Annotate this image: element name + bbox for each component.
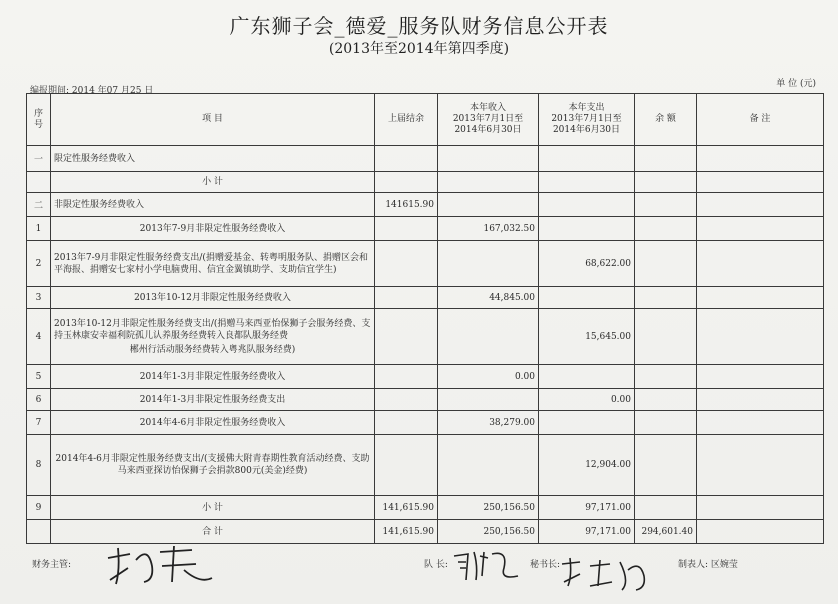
row-income: 250,156.50 xyxy=(438,496,539,520)
row-income: 44,845.00 xyxy=(438,287,539,309)
row-remark xyxy=(697,496,824,520)
row-remark xyxy=(697,309,824,365)
row-expense: 15,645.00 xyxy=(539,309,635,365)
table-row xyxy=(27,435,824,496)
captain-label: 队 长: xyxy=(424,560,448,570)
row-expense xyxy=(539,193,635,217)
row-item-text: 2013年7-9月非限定性服务经费支出/(捐赠爱基金、转粤明服务队、捐赠区会和平海报、捐赠安七家村小学电脑费用、信宜金翼镇助学、支助信宜学生) xyxy=(54,252,368,275)
row-seq: 1 xyxy=(27,217,51,241)
row-seq: 8 xyxy=(27,435,51,496)
table-row xyxy=(27,217,824,241)
row-item xyxy=(51,365,375,389)
row-item-text: 非限定性服务经费收入 xyxy=(54,199,145,210)
row-income xyxy=(438,193,539,217)
row-prev-balance xyxy=(375,389,438,411)
row-item xyxy=(51,217,375,241)
finance-manager-label: 财务主管: xyxy=(32,560,72,570)
row-income: 38,279.00 xyxy=(438,411,539,435)
row-seq: 4 xyxy=(27,309,51,365)
row-item-text: 小 计 xyxy=(202,502,223,513)
row-item-text: 2013年7-9月非限定性服务经费收入 xyxy=(139,223,286,234)
header-prev-balance: 上届结余 xyxy=(375,94,438,146)
finance-manager-signature xyxy=(100,540,220,590)
row-item-text: 2013年10-12月非限定性服务经费收入 xyxy=(134,292,291,303)
row-item xyxy=(51,287,375,309)
row-income xyxy=(438,309,539,365)
row-balance xyxy=(635,241,697,287)
row-item-subtext: 郴州行活动服务经费转入粤兆队服务经费) xyxy=(129,344,296,355)
finance-table xyxy=(26,93,824,544)
header-income: 本年收入 2013年7月1日至 2014年6月30日 xyxy=(438,94,539,146)
row-item-text: 合 计 xyxy=(202,526,223,537)
table-row xyxy=(27,389,824,411)
row-item-text: 限定性服务经费收入 xyxy=(54,153,136,164)
row-balance: 294,601.40 xyxy=(635,520,697,544)
row-item xyxy=(51,435,375,496)
row-remark xyxy=(697,146,824,172)
row-prev-balance xyxy=(375,241,438,287)
row-income xyxy=(438,435,539,496)
row-balance xyxy=(635,496,697,520)
row-remark xyxy=(697,172,824,193)
row-seq: 7 xyxy=(27,411,51,435)
row-remark xyxy=(697,287,824,309)
row-expense: 97,171.00 xyxy=(539,520,635,544)
row-balance xyxy=(635,411,697,435)
row-remark xyxy=(697,520,824,544)
row-prev-balance xyxy=(375,287,438,309)
row-balance xyxy=(635,287,697,309)
preparer-label: 制表人: 区婉莹 xyxy=(678,560,738,570)
captain-signature xyxy=(448,546,528,586)
table-row xyxy=(27,309,824,365)
row-remark xyxy=(697,435,824,496)
unit-label: 单 位 (元) xyxy=(776,79,816,89)
row-balance xyxy=(635,389,697,411)
document-subtitle: (2013年至2014年第四季度) xyxy=(328,41,510,57)
row-item-text: 2014年4-6月非限定性服务经费收入 xyxy=(139,417,286,428)
table-row xyxy=(27,193,824,217)
row-seq xyxy=(27,172,51,193)
row-item xyxy=(51,172,375,193)
row-balance xyxy=(635,172,697,193)
row-item-text: 2014年1-3月非限定性服务经费支出 xyxy=(139,394,286,405)
row-item-text: 2013年10-12月非限定性服务经费支出/(捐赠马来西亚怡保狮子会服务经费、支持玉林康安幸福利院孤儿认养服务经费转入良都队服务经费 xyxy=(54,318,371,341)
row-income xyxy=(438,172,539,193)
table-row xyxy=(27,287,824,309)
table-row xyxy=(27,365,824,389)
row-expense: 97,171.00 xyxy=(539,496,635,520)
table-row xyxy=(27,146,824,172)
header-seq: 序号 xyxy=(27,94,51,146)
row-prev-balance xyxy=(375,365,438,389)
row-seq: 6 xyxy=(27,389,51,411)
row-remark xyxy=(697,193,824,217)
table-row xyxy=(27,172,824,193)
row-item xyxy=(51,411,375,435)
row-income xyxy=(438,389,539,411)
row-expense xyxy=(539,217,635,241)
row-expense xyxy=(539,365,635,389)
row-prev-balance xyxy=(375,217,438,241)
row-item xyxy=(51,496,375,520)
row-remark xyxy=(697,411,824,435)
row-prev-balance: 141,615.90 xyxy=(375,520,438,544)
row-item xyxy=(51,146,375,172)
row-expense xyxy=(539,411,635,435)
row-balance xyxy=(635,365,697,389)
row-balance xyxy=(635,309,697,365)
row-expense xyxy=(539,172,635,193)
row-income: 167,032.50 xyxy=(438,217,539,241)
header-expense: 本年支出 2013年7月1日至 2014年6月30日 xyxy=(539,94,635,146)
row-seq: 2 xyxy=(27,241,51,287)
table-row xyxy=(27,496,824,520)
row-remark xyxy=(697,241,824,287)
header-item: 项 目 xyxy=(51,94,375,146)
row-prev-balance: 141615.90 xyxy=(375,193,438,217)
row-item-text: 2014年1-3月非限定性服务经费收入 xyxy=(139,371,286,382)
row-seq: 3 xyxy=(27,287,51,309)
row-item xyxy=(51,309,375,365)
header-balance: 余 额 xyxy=(635,94,697,146)
table-row xyxy=(27,241,824,287)
row-prev-balance xyxy=(375,411,438,435)
row-item-text: 小 计 xyxy=(202,177,223,187)
row-income xyxy=(438,241,539,287)
row-balance xyxy=(635,435,697,496)
document-title: 广东狮子会_德爱_服务队财务信息公开表 xyxy=(229,14,609,38)
row-prev-balance xyxy=(375,435,438,496)
row-income: 0.00 xyxy=(438,365,539,389)
row-prev-balance xyxy=(375,309,438,365)
row-expense: 12,904.00 xyxy=(539,435,635,496)
row-seq xyxy=(27,520,51,544)
row-balance xyxy=(635,217,697,241)
row-item xyxy=(51,241,375,287)
table-header-row xyxy=(27,94,824,146)
row-prev-balance xyxy=(375,146,438,172)
report-date: 编报期间: 2014 年07 月25 日 xyxy=(30,86,154,96)
row-expense xyxy=(539,146,635,172)
row-expense: 0.00 xyxy=(539,389,635,411)
row-seq: 二 xyxy=(27,193,51,217)
row-item-text: 2014年4-6月非限定性服务经费支出/(支援佛大附青春期性教育活动经费、支助马来西亚探访怡保狮子会捐款800元(美金)经费) xyxy=(55,454,370,476)
row-item xyxy=(51,389,375,411)
row-expense: 68,622.00 xyxy=(539,241,635,287)
row-prev-balance: 141,615.90 xyxy=(375,496,438,520)
row-prev-balance xyxy=(375,172,438,193)
row-balance xyxy=(635,193,697,217)
row-seq: 9 xyxy=(27,496,51,520)
row-income: 250,156.50 xyxy=(438,520,539,544)
row-item xyxy=(51,193,375,217)
secretary-signature xyxy=(556,552,656,596)
row-remark xyxy=(697,365,824,389)
row-seq: 5 xyxy=(27,365,51,389)
header-remark: 备 注 xyxy=(697,94,824,146)
table-row xyxy=(27,411,824,435)
row-remark xyxy=(697,389,824,411)
row-remark xyxy=(697,217,824,241)
row-income xyxy=(438,146,539,172)
row-balance xyxy=(635,146,697,172)
row-seq: 一 xyxy=(27,146,51,172)
row-expense xyxy=(539,287,635,309)
secretary-label: 秘书长: xyxy=(530,560,561,570)
